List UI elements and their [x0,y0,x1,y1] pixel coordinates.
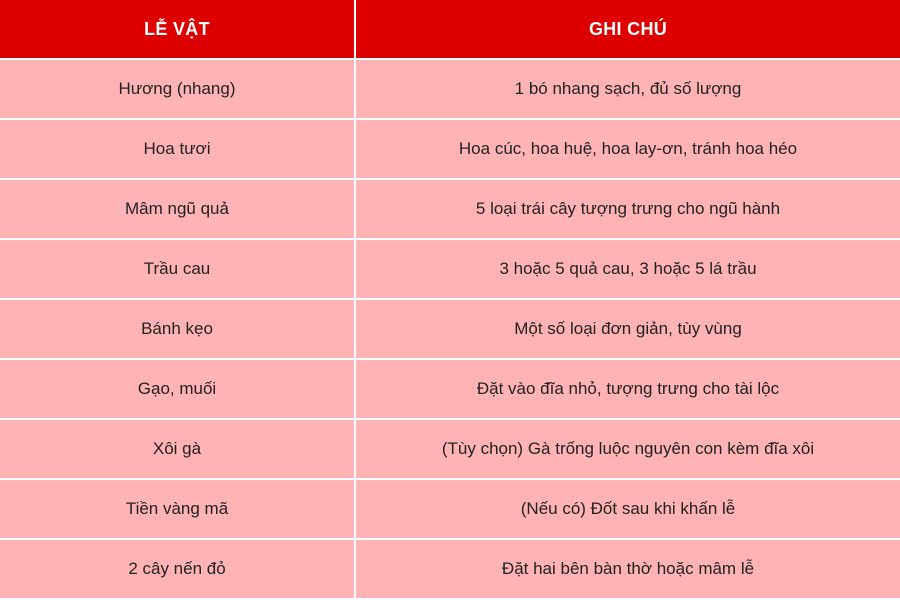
cell-note: (Nếu có) Đốt sau khi khấn lễ [356,480,900,540]
cell-offering: Tiền vàng mã [0,480,356,540]
cell-note: 5 loại trái cây tượng trưng cho ngũ hành [356,180,900,240]
cell-note: Đặt vào đĩa nhỏ, tượng trưng cho tài lộc [356,360,900,420]
cell-offering: Hương (nhang) [0,60,356,120]
cell-offering: Mâm ngũ quả [0,180,356,240]
cell-note: Đặt hai bên bàn thờ hoặc mâm lễ [356,540,900,600]
cell-offering: Bánh kẹo [0,300,356,360]
cell-note: 1 bó nhang sạch, đủ số lượng [356,60,900,120]
cell-note: 3 hoặc 5 quả cau, 3 hoặc 5 lá trầu [356,240,900,300]
cell-offering: Trầu cau [0,240,356,300]
cell-offering: 2 cây nến đỏ [0,540,356,600]
cell-offering: Xôi gà [0,420,356,480]
cell-note: Hoa cúc, hoa huệ, hoa lay-ơn, tránh hoa héo [356,120,900,180]
cell-note: Một số loại đơn giản, tùy vùng [356,300,900,360]
header-cell-notes: GHI CHÚ [356,0,900,60]
cell-note: (Tùy chọn) Gà trống luộc nguyên con kèm đĩa xôi [356,420,900,480]
header-cell-offering: LỄ VẬT [0,0,356,60]
cell-offering: Gạo, muối [0,360,356,420]
cell-offering: Hoa tươi [0,120,356,180]
